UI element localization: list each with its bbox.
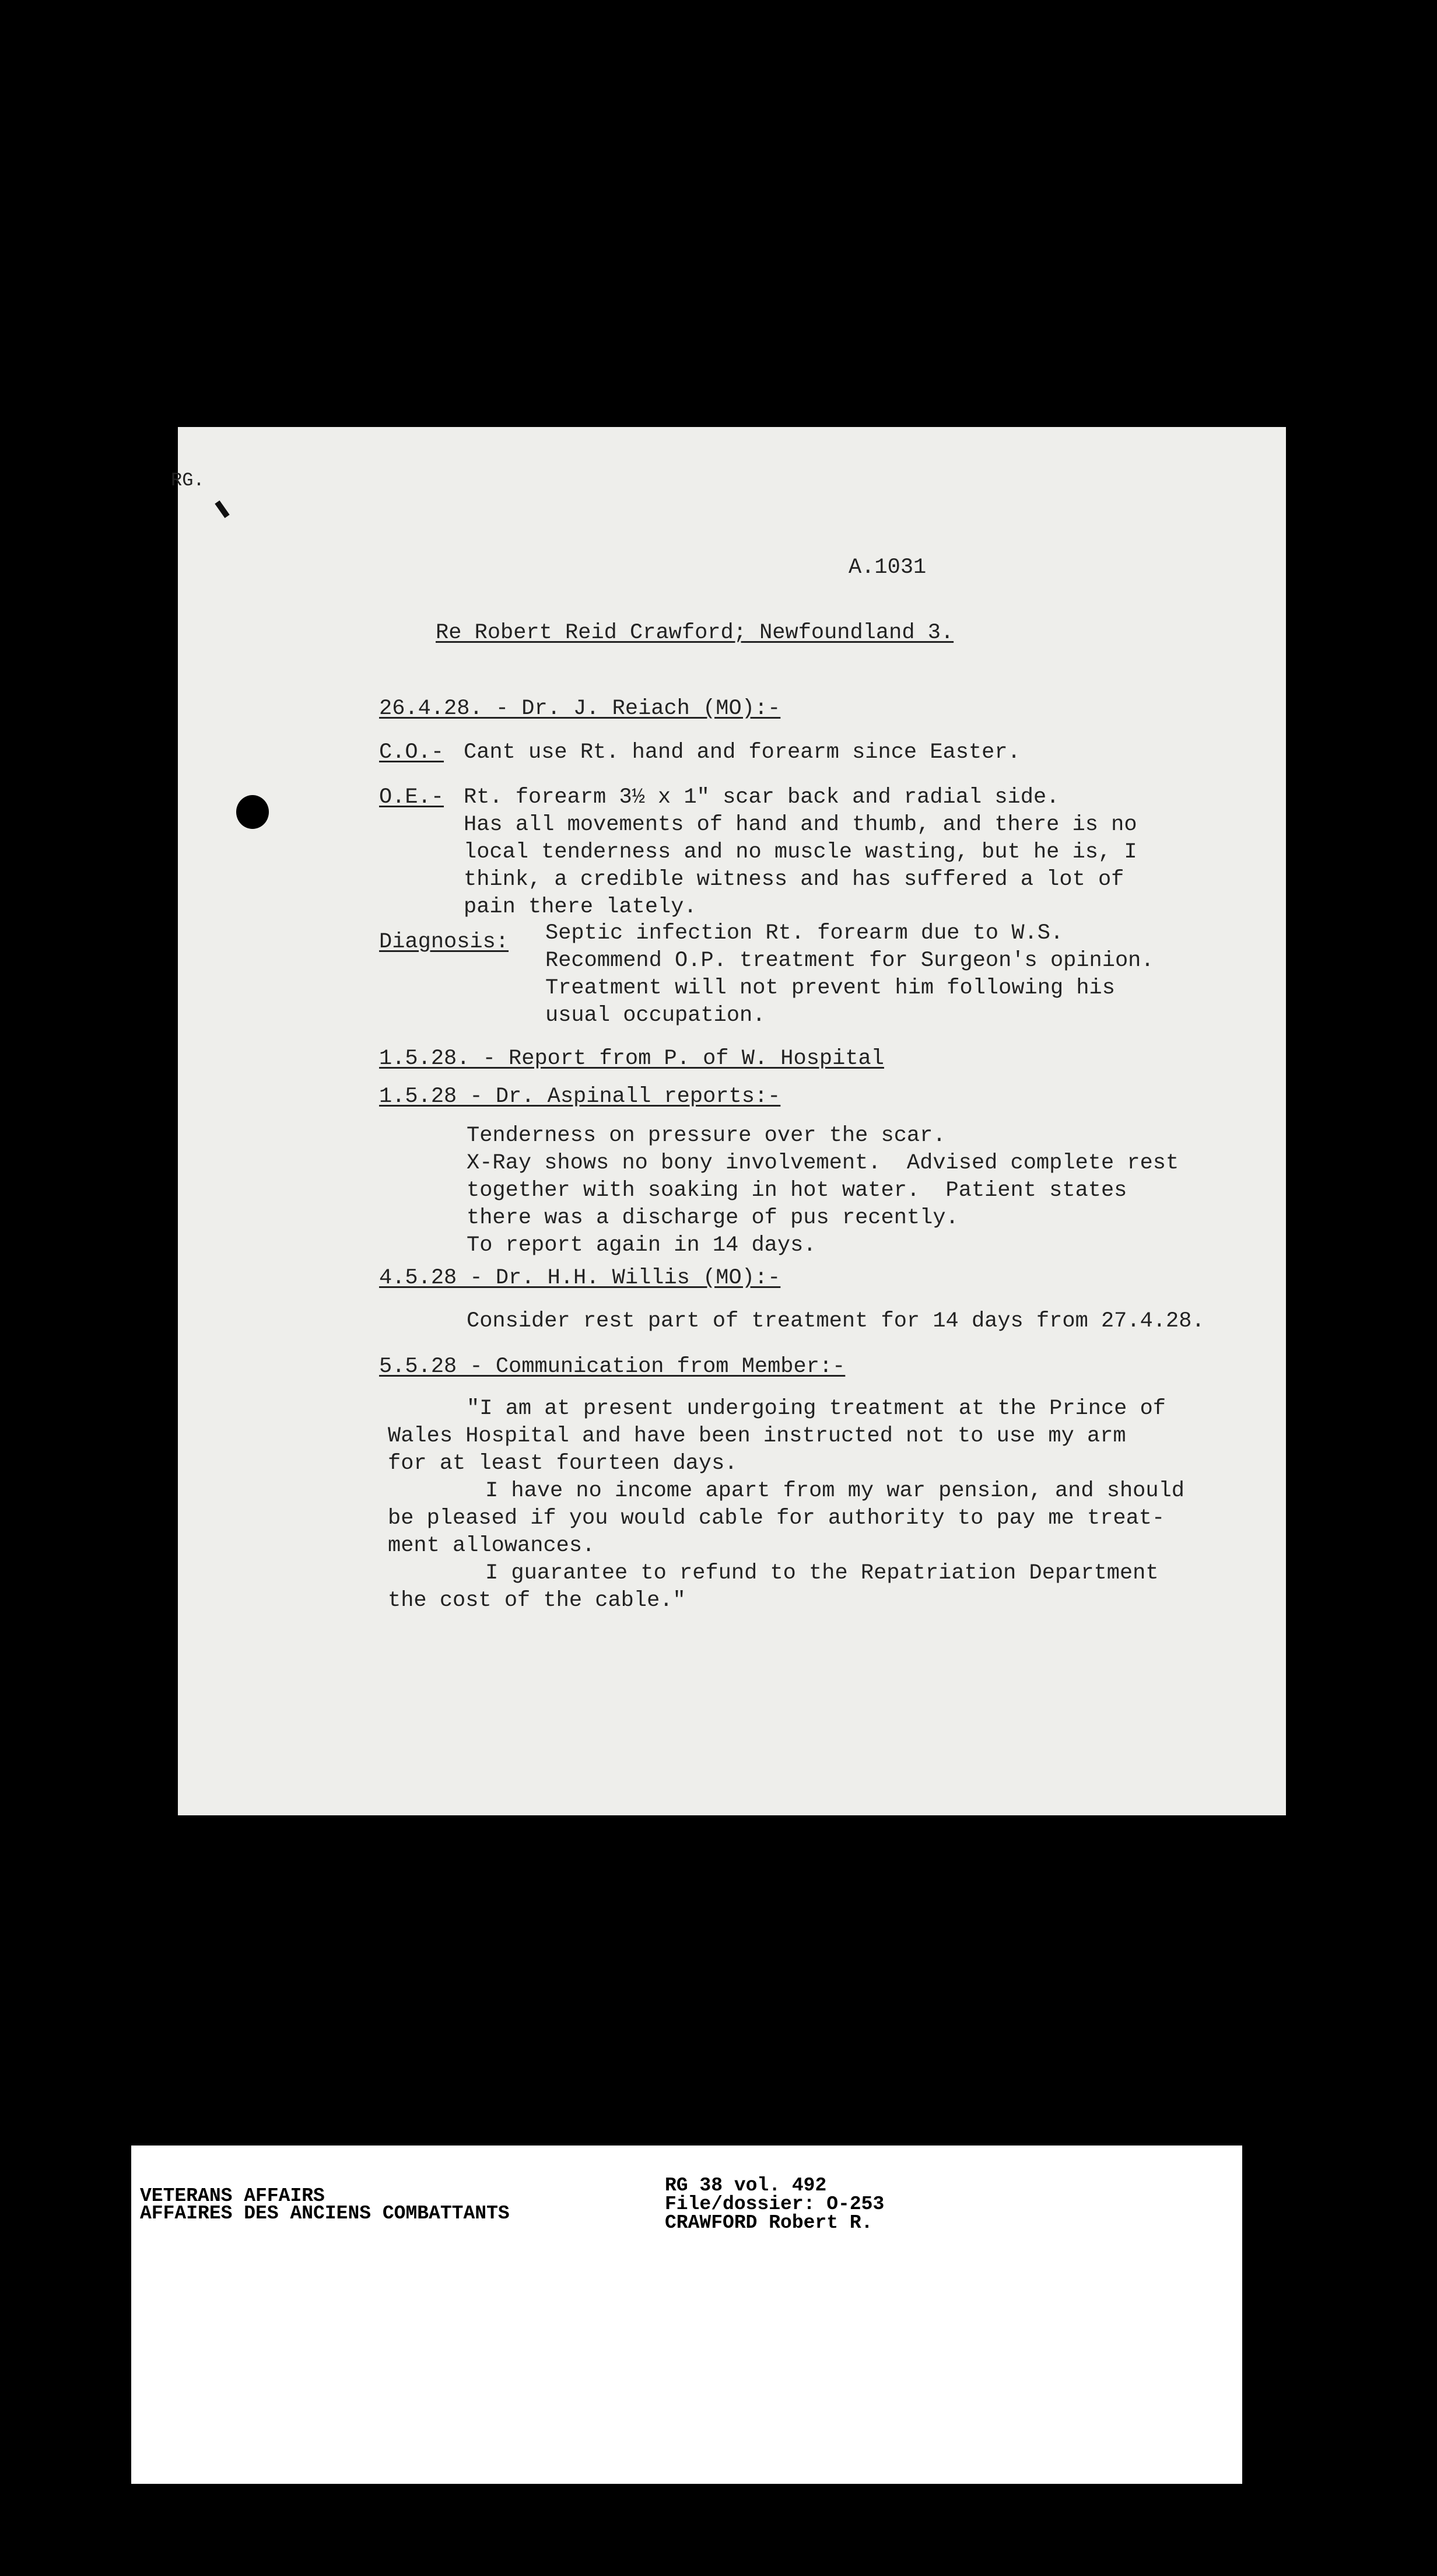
reference-number: A.1031 [849, 555, 927, 580]
entry-3-line: Tenderness on pressure over the scar. [467, 1124, 946, 1148]
department-english: VETERANS AFFAIRS [140, 2185, 325, 2207]
entry-1-heading: 26.4.28. - Dr. J. Reiach (MO):- [379, 696, 781, 721]
entry-5-heading: 5.5.28 - Communication from Member:- [379, 1354, 846, 1379]
entry-3-heading: 1.5.28 - Dr. Aspinall reports:- [379, 1084, 781, 1109]
document-page [171, 427, 1286, 1815]
subject-line: Re Robert Reid Crawford; Newfoundland 3. [436, 621, 954, 645]
letter-line: I guarantee to refund to the Repatriation Department [485, 1561, 1159, 1586]
letter-line: "I am at present undergoing treatment at the Prince of [467, 1396, 1166, 1421]
letter-line: ment allowances. [388, 1534, 595, 1558]
co-text: Cant use Rt. hand and forearm since Easter. [464, 740, 1021, 765]
letter-line: I have no income apart from my war pension, and should [485, 1479, 1184, 1503]
letter-line: Wales Hospital and have been instructed not to use my arm [388, 1424, 1126, 1448]
punch-hole [236, 795, 269, 829]
diagnosis-line: Septic infection Rt. forearm due to W.S. [545, 921, 1064, 946]
diagnosis-label: Diagnosis: [379, 930, 509, 954]
letter-line: be pleased if you would cable for authority to pay me treat- [388, 1506, 1165, 1531]
entry-3-line: To report again in 14 days. [467, 1233, 816, 1258]
entry-3-line: together with soaking in hot water. Patient states [467, 1178, 1127, 1203]
entry-2-heading: 1.5.28. - Report from P. of W. Hospital [379, 1046, 884, 1071]
oe-line: Has all movements of hand and thumb, and there is no [464, 813, 1137, 837]
entry-3-line: there was a discharge of pus recently. [467, 1206, 959, 1230]
oe-line: pain there lately. [464, 895, 697, 919]
diagnosis-line: usual occupation. [545, 1003, 766, 1028]
diagnosis-line: Treatment will not prevent him following his [545, 976, 1115, 1000]
archive-label [131, 2146, 1242, 2484]
subject-name: CRAWFORD Robert R. [665, 2212, 873, 2234]
file-number: File/dossier: O-253 [665, 2193, 885, 2215]
oe-line: Rt. forearm 3½ x 1" scar back and radial side. [464, 785, 1060, 810]
oe-label: O.E.- [379, 785, 444, 810]
diagnosis-line: Recommend O.P. treatment for Surgeon's opinion. [545, 949, 1154, 973]
co-label: C.O.- [379, 740, 444, 765]
entry-3-line: X-Ray shows no bony involvement. Advised complete rest [467, 1151, 1179, 1175]
oe-line: local tenderness and no muscle wasting, but he is, I [464, 840, 1137, 864]
letter-line: for at least fourteen days. [388, 1451, 738, 1476]
letter-line: the cost of the cable." [388, 1588, 686, 1613]
department-french: AFFAIRES DES ANCIENS COMBATTANTS [140, 2203, 510, 2224]
record-group: RG 38 vol. 492 [665, 2175, 827, 2196]
entry-4-heading: 4.5.28 - Dr. H.H. Willis (MO):- [379, 1266, 781, 1290]
oe-line: think, a credible witness and has suffered a lot of [464, 867, 1124, 892]
entry-4-text: Consider rest part of treatment for 14 days from 27.4.28. [467, 1309, 1205, 1334]
corner-mark: RG. [171, 470, 205, 491]
